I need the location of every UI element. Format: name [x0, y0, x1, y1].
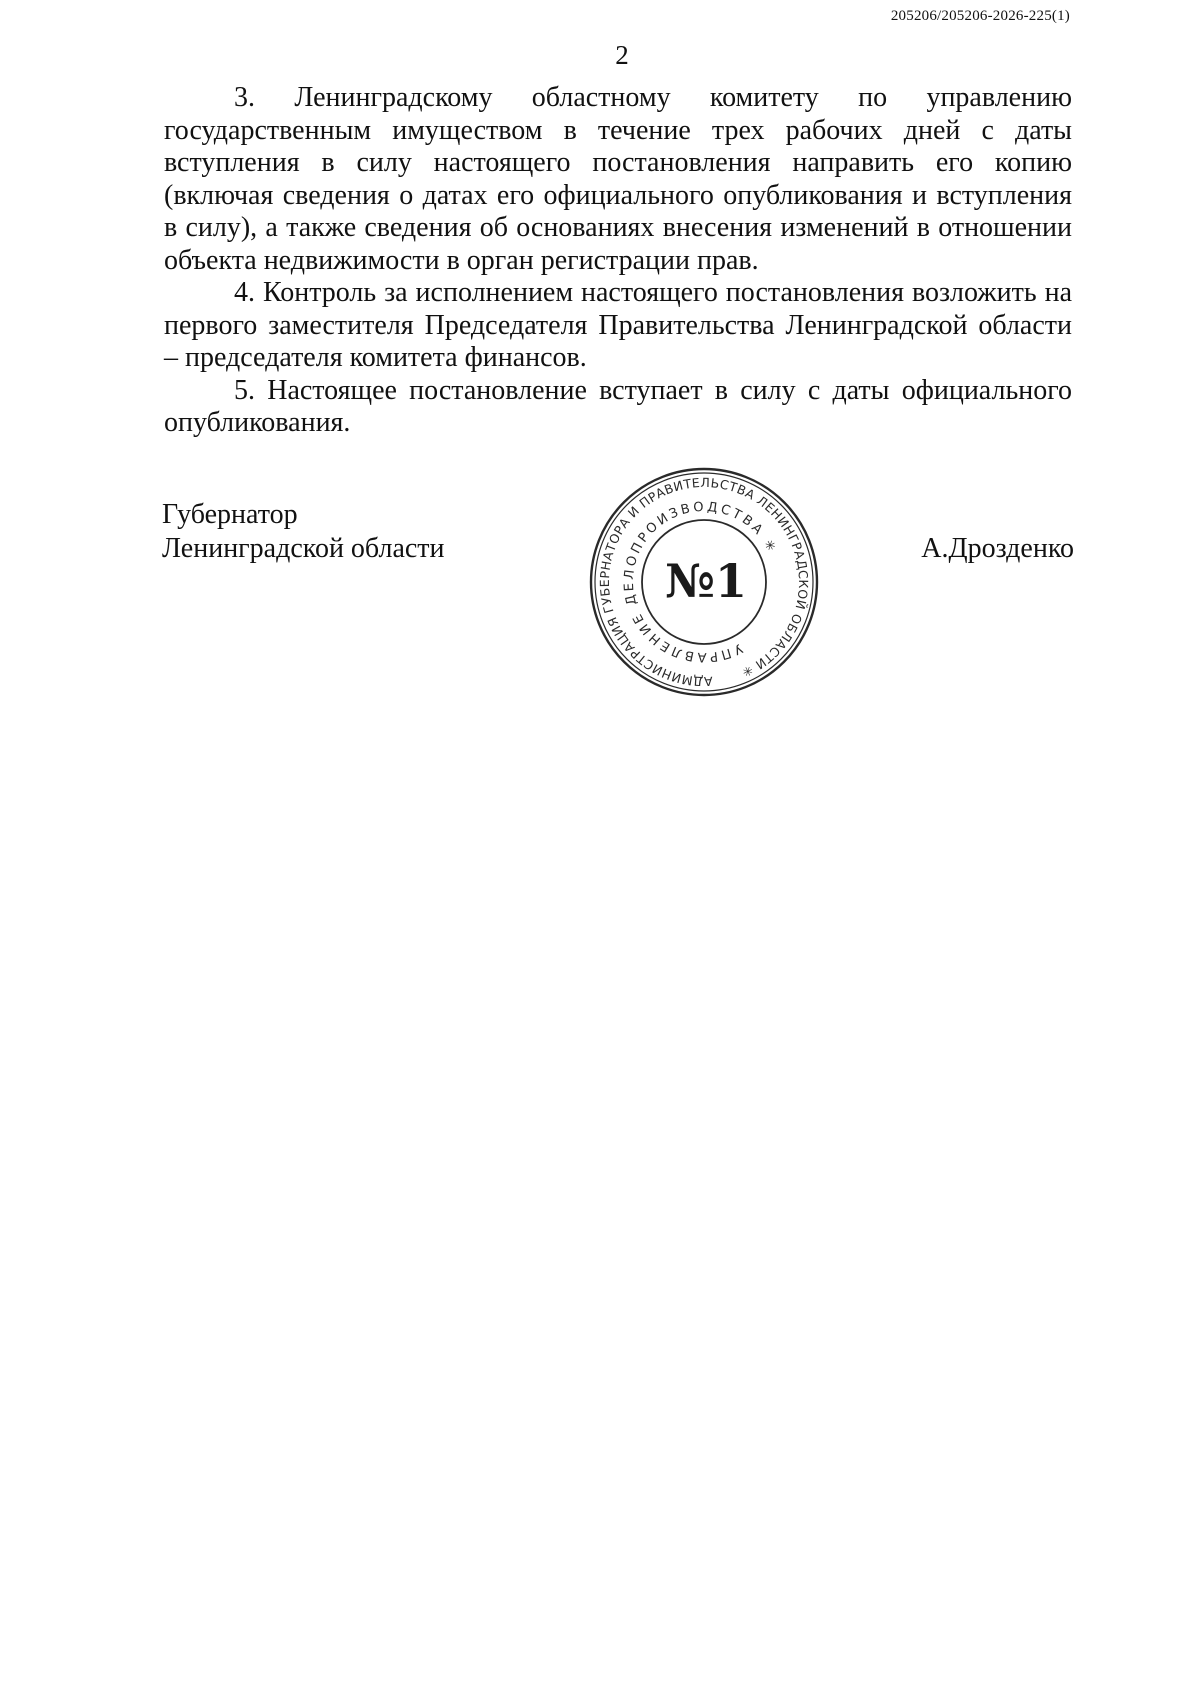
document-body: [164, 82, 1072, 440]
signatory-position: [162, 498, 445, 566]
seal-inner-text: УПРАВЛЕНИЕ ДЕЛОПРОИЗВОДСТВА ✳: [621, 499, 780, 665]
paragraph-4: 4. Контроль за исполнением настоящего постановления возложить на первого заместителя Председателя Правительства Ленинградской области – председателя комитета финансов.: [164, 277, 1072, 373]
official-seal: [588, 466, 820, 698]
seal-outer-text: АДМИНИСТРАЦИЯ ГУБЕРНАТОРА И ПРАВИТЕЛЬСТВА ЛЕНИНГРАДСКОЙ ОБЛАСТИ ✳: [596, 474, 812, 690]
page-number: 2: [615, 40, 629, 70]
paragraph-5: 5. Настоящее постановление вступает в силу с даты официального опубликования.: [164, 374, 1072, 438]
signatory-title: Губернатор: [162, 499, 298, 530]
signatory-region: Ленинградской области: [162, 533, 445, 564]
paragraph-3: 3. Ленинградскому областному комитету по управлению государственным имуществом в течение трех рабочих дней с даты вступления в силу настоящего постановления направить его копию (включая сведения о датах его официального опубликования и вступления в силу), а также сведения об основаниях внесения изменений в отношении объекта недвижимости в орган регистрации прав.: [164, 82, 1072, 276]
seal-number: №1: [664, 554, 748, 608]
document-id: 205206/205206-2026-225(1): [890, 8, 1070, 24]
signatory-name: А.Дрозденко: [921, 533, 1074, 564]
